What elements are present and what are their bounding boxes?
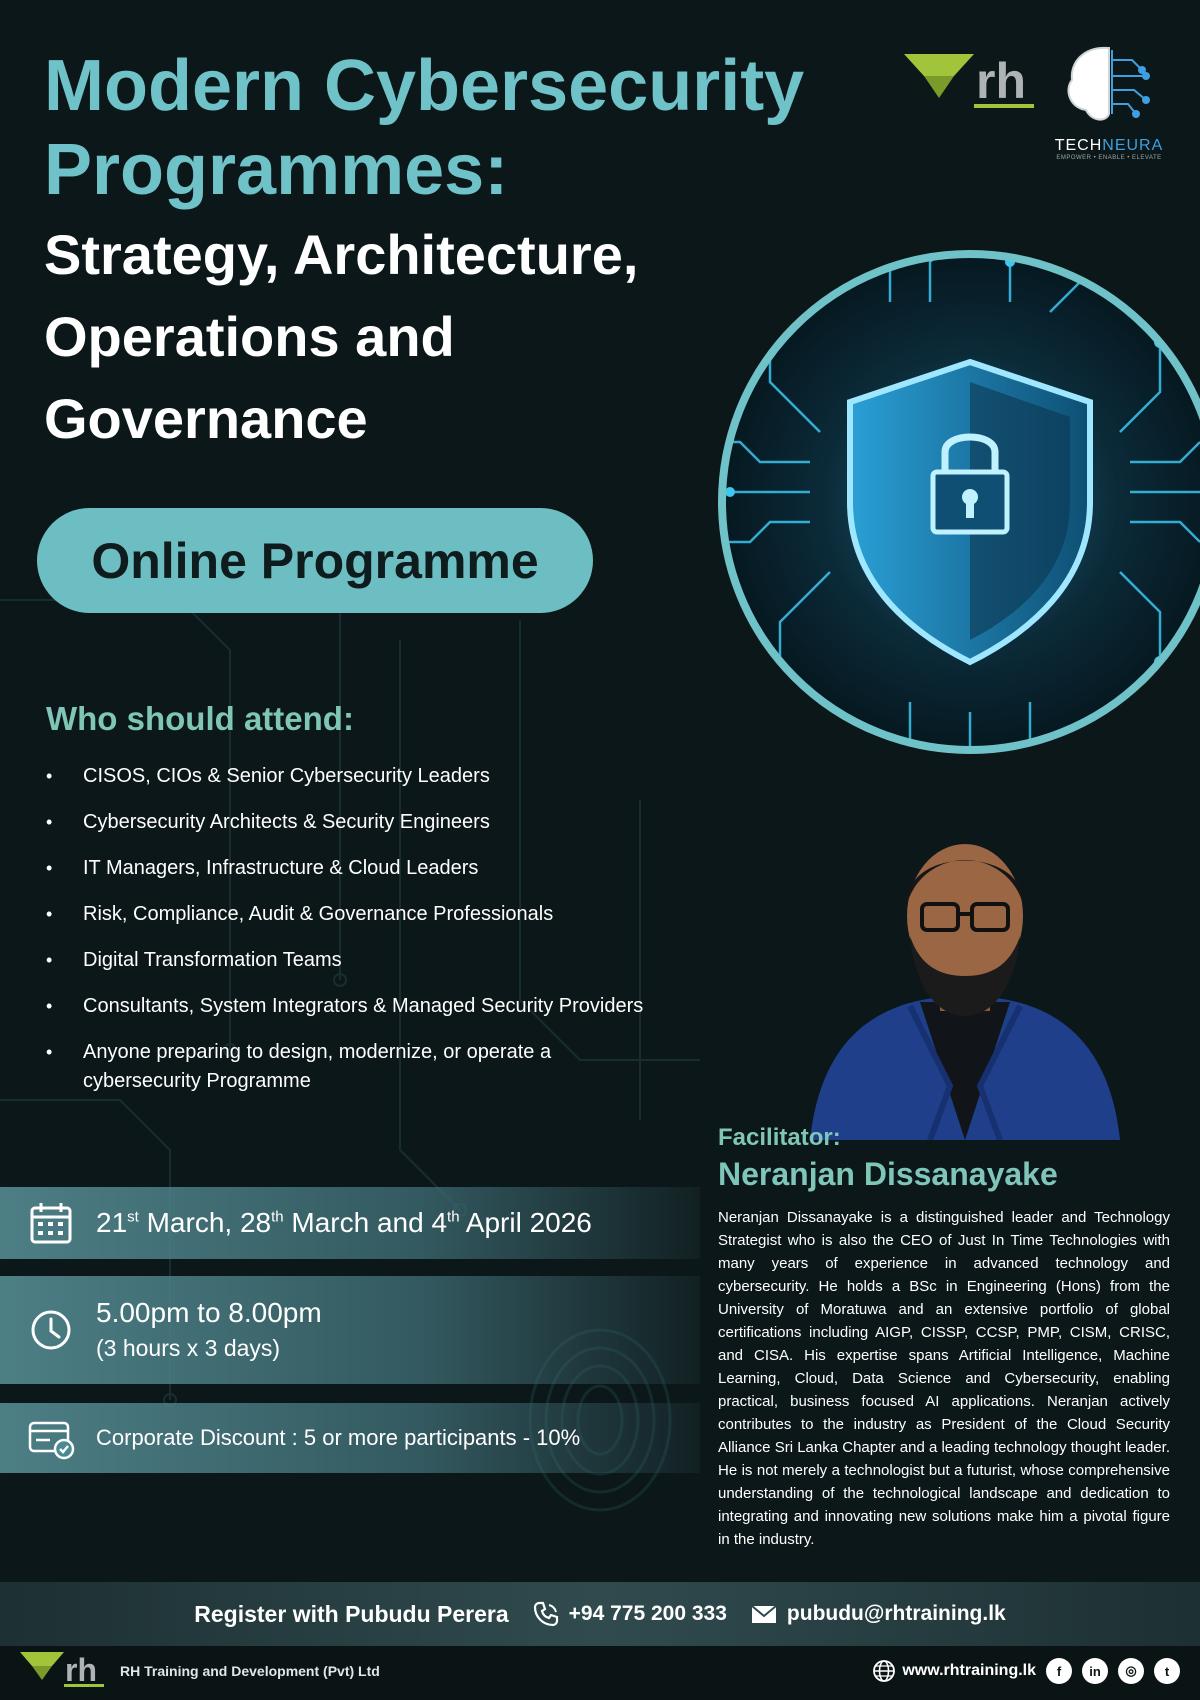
facilitator-name: Neranjan Dissanayake [718,1156,1058,1192]
footer-rh-logo [20,1648,108,1690]
list-item: • Risk, Compliance, Audit & Governance Professionals [44,900,704,929]
title-line-2: Programmes: [44,130,509,210]
subtitle [44,214,744,460]
footer-links [872,1658,1180,1684]
list-item: • Consultants, System Integrators & Managed Security Providers [44,992,704,1021]
facilitator-label: Facilitator: [718,1124,841,1151]
globe-icon [872,1659,896,1683]
register-label: Register with Pubudu Perera [194,1600,509,1627]
twitter-icon[interactable]: t [1154,1658,1180,1684]
list-item: • CISOS, CIOs & Senior Cybersecurity Leaders [44,762,704,791]
facilitator-bio: Neranjan Dissanayake is a distinguished leader and Technology Strategist who is also the CEO of Just In Time Technologies with many years of experience in advanced technology and cybersecurity. He holds a BSc in Engineering (Hons) from the University of Moratuwa and an extensive portfolio of global certifications including AIGP, CISSP, CCSP, PMP, CISM, CRISC, and CISA. His expertise spans Artificial Intelligence, Machine Learning, Cloud, Data Science and Cybersecurity, enabling practical, business focused AI applications. Neranjan actively contributes to the industry as President of the Cloud Security Alliance Sri Lanka Chapter and a leading technology thought leader. He is not merely a technologist but a futurist, whose comprehensive understanding of the technological landscape and dedication to integrating and innovating new solutions make him a pivotal figure in the industry. [718,1209,1170,1548]
corporate-discount: Corporate Discount : 5 or more participants - 10% [96,1425,581,1450]
date-part: March, 28 [138,1207,272,1238]
techneura-tagline: EMPOWER • ENABLE • ELEVATE [1056,155,1162,161]
badge-label: Online Programme [91,532,539,589]
date-part: March and 4 [283,1207,448,1238]
list-item: • Digital Transformation Teams [44,946,704,975]
online-programme-badge [37,508,593,613]
footer-company-name: RH Training and Development (Pvt) Ltd [120,1663,380,1679]
list-item: • Cybersecurity Architects & Security Engineers [44,808,704,837]
facebook-icon[interactable]: f [1046,1658,1072,1684]
discount-bar [0,1403,700,1473]
rh-logo-text: rh [976,53,1026,109]
brain-icon [1054,40,1164,130]
techneura-logo [1054,40,1164,170]
session-duration: (3 hours x 3 days) [96,1335,281,1361]
shield-lock-illustration [690,242,1200,762]
programme-dates [96,1207,592,1239]
discount-card-icon [26,1413,76,1463]
date-suffix: th [271,1208,284,1226]
time-bar [0,1276,700,1384]
list-item: • IT Managers, Infrastructure & Cloud Leaders [44,854,704,883]
techneura-neura: NEURA [1102,137,1164,154]
subtitle-line-2: Operations and [44,305,455,368]
website-url: www.rhtraining.lk [902,1662,1036,1679]
title-line-1: Modern Cybersecurity [44,46,805,126]
footer-rh-text: rh [65,1652,97,1688]
who-should-attend-heading: Who should attend: [46,700,354,737]
facilitator-photo [790,826,1140,1140]
register-bar [0,1582,1200,1646]
phone-number: +94 775 200 333 [568,1602,727,1625]
envelope-icon [749,1599,779,1629]
list-item: • Anyone preparing to design, modernize, or operate a cybersecurity Programme [44,1038,603,1096]
date-part: 21 [96,1207,128,1238]
website-link[interactable] [872,1659,1036,1683]
subtitle-line-1: Strategy, Architecture, [44,223,639,286]
subtitle-line-3: Governance [44,387,368,450]
rh-logo [904,46,1044,116]
register-phone[interactable] [531,1599,727,1629]
techneura-tech: TECH [1054,137,1103,154]
register-email[interactable] [749,1599,1006,1629]
partner-logos [904,40,1164,170]
date-part: April 2026 [459,1207,592,1238]
session-time: 5.00pm to 8.00pm [96,1297,322,1328]
linkedin-icon[interactable]: in [1082,1658,1108,1684]
calendar-icon [26,1198,76,1248]
email-address: pubudu@rhtraining.lk [786,1602,1006,1625]
date-bar [0,1187,700,1259]
main-title [44,44,864,212]
clock-icon [26,1305,76,1355]
instagram-icon[interactable]: ◎ [1118,1658,1144,1684]
date-suffix: th [447,1208,460,1226]
audience-list [44,762,704,1113]
date-suffix: st [127,1208,139,1226]
phone-icon [531,1599,561,1629]
